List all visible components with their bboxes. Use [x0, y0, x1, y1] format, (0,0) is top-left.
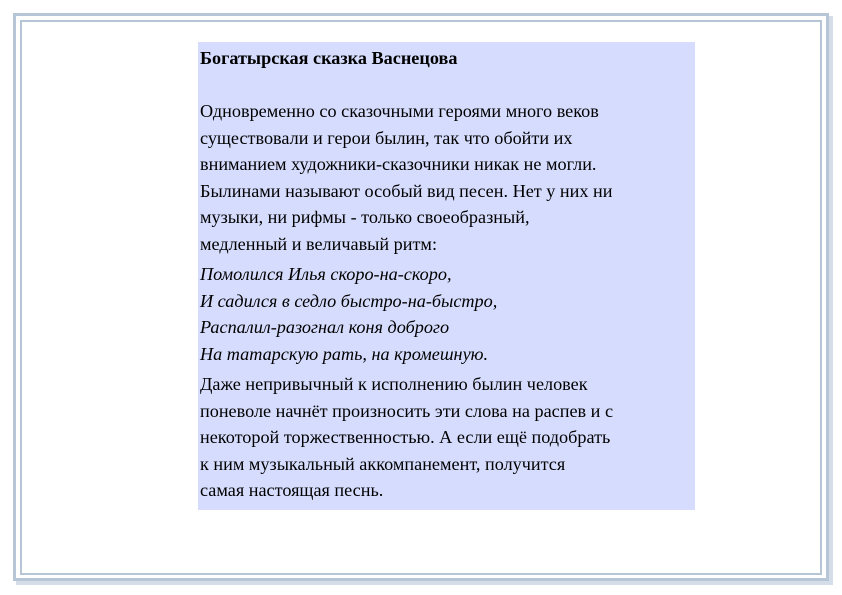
frame-shadow-right: [829, 16, 833, 584]
outro-line: Даже непривычный к исполнению былин человек: [200, 374, 588, 394]
text-block: [198, 42, 695, 510]
poem-line: Помолился Илья скоро-на-скоро,: [200, 264, 452, 284]
poem-line: На татарскую рать, на кромешную.: [200, 343, 489, 364]
outro-line: самая настоящая песнь.: [200, 480, 384, 500]
outro-line: некоторой торжественностью. А если ещё подобрать: [200, 427, 611, 447]
poem-line: И садился в седло быстро-на-быстро,: [200, 290, 498, 311]
intro-line: музыки, ни рифмы - только своеобразный,: [200, 207, 530, 227]
poem-line: Распалил-разогнал коня доброго: [200, 317, 450, 337]
outro-paragraph: [200, 371, 693, 504]
frame-shadow-bottom: [16, 581, 833, 585]
outro-line: поневоле начнёт произносить эти слова на распев и с: [200, 400, 614, 421]
slide-title: Богатырская сказка Васнецова: [200, 48, 458, 68]
intro-line: Былинами называют особый вид песен. Нет у них ни: [200, 180, 613, 201]
intro-line: Одновременно со сказочными героями много веков: [200, 101, 599, 121]
intro-line: существовали и герои былин, так что обойти их: [200, 127, 573, 148]
intro-line: медленный и величавый ритм:: [200, 233, 437, 254]
intro-paragraph: [200, 98, 693, 257]
poem-quote: [200, 261, 693, 367]
intro-line: вниманием художники-сказочники никак не могли.: [200, 154, 597, 174]
outro-line: к ним музыкальный аккомпанемент, получится: [200, 453, 566, 474]
